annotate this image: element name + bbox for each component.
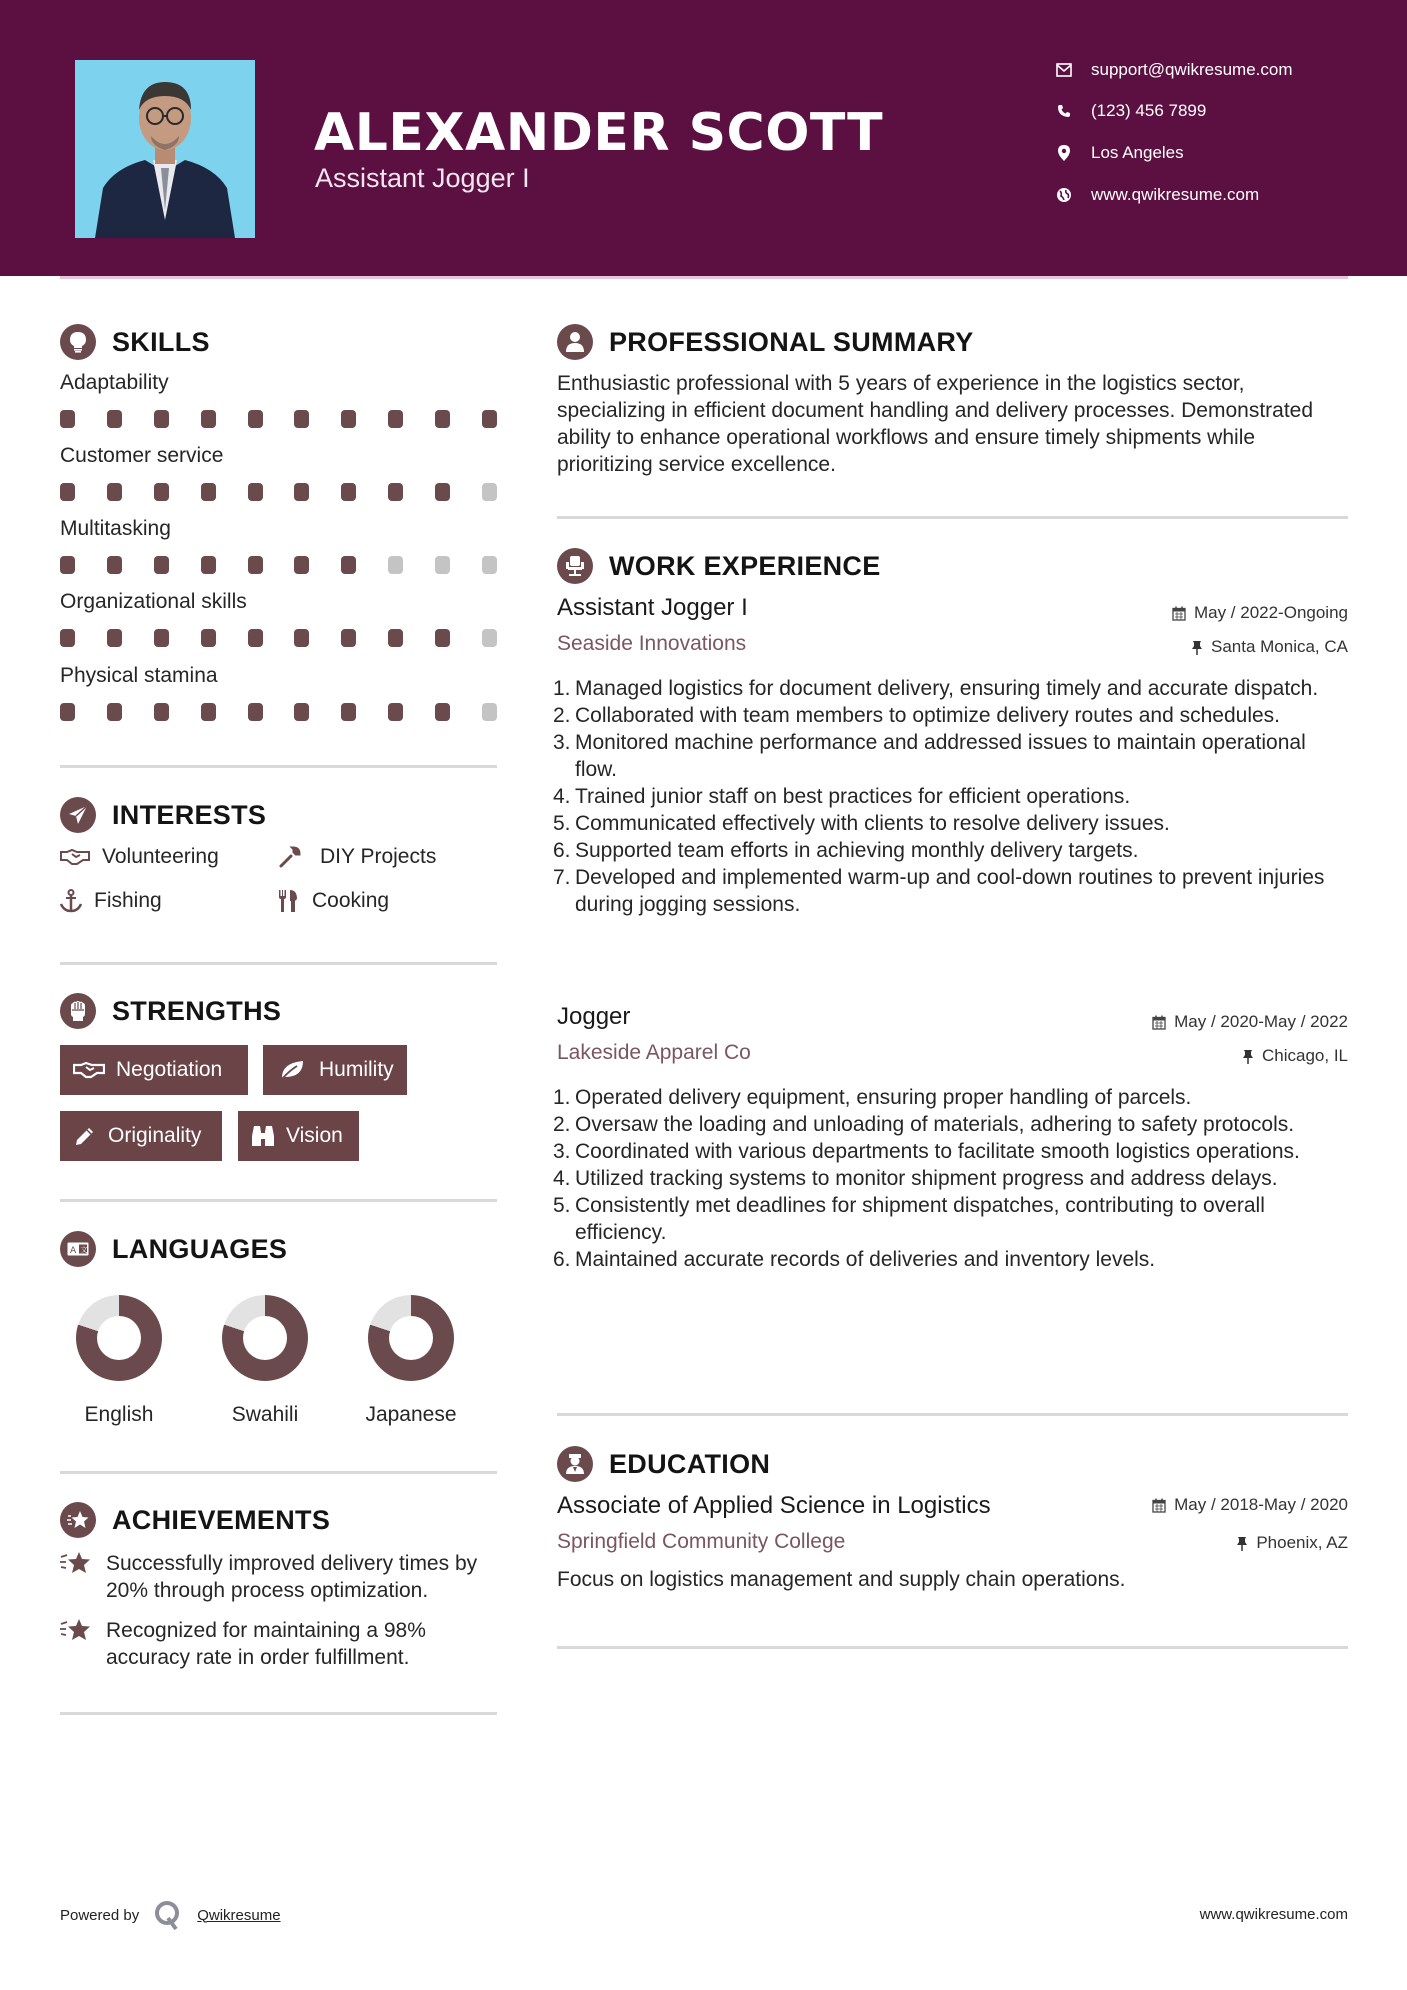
language-proficiency-donut xyxy=(222,1295,308,1381)
svg-text:文: 文 xyxy=(80,1246,88,1254)
rating-dot-filled xyxy=(435,703,450,721)
language-label: Swahili xyxy=(231,1403,299,1426)
pushpin-icon xyxy=(1191,640,1203,655)
section-divider xyxy=(60,765,497,768)
skill-label: Adaptability xyxy=(60,371,169,394)
candidate-role: Assistant Jogger I xyxy=(315,163,530,193)
achievements-heading xyxy=(60,1500,330,1540)
summary-title: PROFESSIONAL SUMMARY xyxy=(609,326,974,357)
footer-powered-by xyxy=(60,1900,281,1930)
achievement-item-1 xyxy=(60,1617,505,1671)
rating-dot-filled xyxy=(341,556,356,574)
job-title: Jogger xyxy=(557,1003,631,1030)
rating-dot-empty xyxy=(482,629,497,647)
rating-dot-filled xyxy=(248,629,263,647)
interest-item-0 xyxy=(60,845,219,869)
rating-dot-filled xyxy=(435,629,450,647)
contact-website-text: www.qwikresume.com xyxy=(1091,185,1260,204)
interest-label: Fishing xyxy=(94,889,162,912)
skill-item-3 xyxy=(60,590,497,647)
rating-dot-filled xyxy=(201,629,216,647)
contact-location xyxy=(1055,141,1375,165)
education-location xyxy=(1236,1533,1348,1553)
rating-dot-filled xyxy=(201,703,216,721)
leaf-icon xyxy=(275,1058,309,1082)
section-divider xyxy=(60,1471,497,1474)
achievement-text: Recognized for maintaining a 98% accuracy rate in order fulfillment. xyxy=(106,1619,426,1669)
rating-dot-filled xyxy=(107,703,122,721)
language-item-1 xyxy=(200,1295,330,1427)
skill-item-4 xyxy=(60,664,497,721)
education-heading xyxy=(557,1444,770,1484)
rating-dot-filled xyxy=(294,703,309,721)
rating-dot-filled xyxy=(248,703,263,721)
contact-phone[interactable] xyxy=(1055,99,1375,123)
rating-dot-filled xyxy=(435,410,450,428)
language-icon xyxy=(60,1231,96,1267)
strength-tag-1 xyxy=(263,1045,407,1095)
strength-label: Originality xyxy=(108,1124,202,1147)
summary-heading xyxy=(557,322,974,362)
qwikresume-link[interactable]: Qwikresume xyxy=(197,1906,281,1924)
rating-dot-filled xyxy=(388,629,403,647)
rating-dot-filled xyxy=(341,410,356,428)
strengths-title: STRENGTHS xyxy=(112,995,282,1026)
star-icon xyxy=(60,1550,94,1576)
rating-dot-filled xyxy=(154,556,169,574)
bullet-item: 3. Monitored machine performance and addressed issues to maintain operational flow. xyxy=(553,731,1306,781)
interest-label: Volunteering xyxy=(102,845,219,868)
education-dates xyxy=(1152,1495,1348,1515)
powered-by-label: Powered by xyxy=(60,1906,140,1924)
envelope-icon xyxy=(1055,61,1073,79)
language-proficiency-donut xyxy=(76,1295,162,1381)
company-name: Lakeside Apparel Co xyxy=(557,1041,751,1064)
experience-heading xyxy=(557,546,881,586)
interest-item-1 xyxy=(278,845,436,869)
candidate-name: ALEXANDER SCOTT xyxy=(314,103,884,163)
rating-dot-filled xyxy=(201,410,216,428)
education-title: EDUCATION xyxy=(609,1448,771,1479)
interest-item-2 xyxy=(60,889,162,913)
job-location-text: Chicago, IL xyxy=(1262,1046,1348,1065)
rating-dot-empty xyxy=(482,703,497,721)
school-name: Springfield Community College xyxy=(557,1530,846,1553)
language-item-0 xyxy=(54,1295,184,1427)
rating-dot-filled xyxy=(107,629,122,647)
rating-dot-filled xyxy=(107,556,122,574)
achievement-text: Successfully improved delivery times by 20% through process optimization. xyxy=(106,1552,478,1602)
interest-item-3 xyxy=(278,889,389,913)
rating-dot-filled xyxy=(60,556,75,574)
bullet-item: 5. Communicated effectively with clients to resolve delivery issues. xyxy=(553,812,1170,835)
footer-website[interactable]: www.qwikresume.com xyxy=(1199,1906,1348,1923)
job-dates xyxy=(1152,1012,1348,1032)
skill-item-0 xyxy=(60,371,497,428)
rating-dot-filled xyxy=(154,483,169,501)
bullet-item: 7. Developed and implemented warm-up and cool-down routines to prevent injuries during jogging sessions. xyxy=(553,866,1325,916)
calendar-icon xyxy=(1152,1498,1166,1513)
bullet-item: 6. Maintained accurate records of deliveries and inventory levels. xyxy=(553,1248,1156,1271)
achievements-title: ACHIEVEMENTS xyxy=(112,1504,331,1535)
rating-dot-filled xyxy=(154,629,169,647)
rating-dot-filled xyxy=(388,703,403,721)
skill-item-2 xyxy=(60,517,497,574)
bullet-item: 4. Utilized tracking systems to monitor shipment progress and address delays. xyxy=(553,1167,1278,1190)
paper-plane-icon xyxy=(60,797,96,833)
language-item-2 xyxy=(346,1295,476,1427)
section-divider xyxy=(557,1413,1348,1416)
rating-dot-filled xyxy=(294,483,309,501)
skill-rating xyxy=(60,629,497,647)
rating-dot-filled xyxy=(107,483,122,501)
rating-dot-filled xyxy=(154,410,169,428)
section-divider xyxy=(60,1712,497,1715)
user-icon xyxy=(557,324,593,360)
rating-dot-filled xyxy=(388,483,403,501)
section-divider xyxy=(60,1199,497,1202)
language-proficiency-donut xyxy=(368,1295,454,1381)
rating-dot-filled xyxy=(294,556,309,574)
languages-heading xyxy=(60,1229,287,1269)
graduate-icon xyxy=(557,1446,593,1482)
job-location xyxy=(1242,1046,1348,1066)
job-dates xyxy=(1172,603,1348,623)
header-accent-stripe xyxy=(60,276,1348,279)
rating-dot-empty xyxy=(388,556,403,574)
education-description: Focus on logistics management and supply chain operations. xyxy=(557,1568,1126,1591)
rating-dot-filled xyxy=(435,483,450,501)
education-location-text: Phoenix, AZ xyxy=(1256,1533,1348,1552)
skill-rating xyxy=(60,556,497,574)
rating-dot-empty xyxy=(482,556,497,574)
contact-website[interactable] xyxy=(1055,183,1375,207)
pencil-icon xyxy=(72,1124,98,1148)
degree-title: Associate of Applied Science in Logistics xyxy=(557,1492,991,1519)
job-bullets xyxy=(553,1084,1342,1273)
anchor-icon xyxy=(60,889,82,913)
education-dates-text: May / 2018-May / 2020 xyxy=(1174,1495,1348,1514)
svg-text:A: A xyxy=(70,1246,77,1256)
bullet-item: 3. Coordinated with various departments to facilitate smooth logistics operations. xyxy=(553,1140,1300,1163)
skill-rating xyxy=(60,410,497,428)
company-name: Seaside Innovations xyxy=(557,632,747,655)
rating-dot-filled xyxy=(60,703,75,721)
rating-dot-filled xyxy=(482,410,497,428)
bullet-item: 4. Trained junior staff on best practices for efficient operations. xyxy=(553,785,1131,808)
bullet-item: 5. Consistently met deadlines for shipment dispatches, contributing to overall efficiency. xyxy=(553,1194,1265,1244)
job-dates-text: May / 2020-May / 2022 xyxy=(1174,1012,1348,1031)
binoculars-icon xyxy=(250,1124,276,1148)
calendar-icon xyxy=(1152,1015,1166,1030)
strength-tag-2 xyxy=(60,1111,222,1161)
star-badge-icon xyxy=(60,1502,96,1538)
handshake-icon xyxy=(72,1058,106,1082)
strengths-heading xyxy=(60,991,281,1031)
skill-label: Organizational skills xyxy=(60,590,247,613)
bullet-item: 2. Collaborated with team members to optimize delivery routes and schedules. xyxy=(553,704,1281,727)
calendar-icon xyxy=(1172,606,1186,621)
pushpin-icon xyxy=(1242,1049,1254,1064)
map-marker-icon xyxy=(1055,144,1073,162)
rating-dot-filled xyxy=(60,410,75,428)
languages-title: LANGUAGES xyxy=(112,1233,288,1264)
rating-dot-filled xyxy=(60,483,75,501)
office-chair-icon xyxy=(557,548,593,584)
job-title: Assistant Jogger I xyxy=(557,594,748,621)
interest-label: Cooking xyxy=(312,889,390,912)
person-photo-icon xyxy=(75,60,255,238)
rating-dot-filled xyxy=(341,483,356,501)
rating-dot-filled xyxy=(248,556,263,574)
summary-text: Enthusiastic professional with 5 years of experience in the logistics sector, specializing in efficient document handling and delivery processes. Demonstrated ability to enhance operational workflows and ensure timely shipments while prioritizing service excellence. xyxy=(557,372,1314,476)
rating-dot-filled xyxy=(201,556,216,574)
rating-dot-filled xyxy=(248,410,263,428)
strength-tag-0 xyxy=(60,1045,248,1095)
job-bullets xyxy=(553,675,1342,918)
rating-dot-filled xyxy=(154,703,169,721)
globe-icon xyxy=(1055,186,1073,204)
utensils-icon xyxy=(278,889,300,913)
bullet-item: 6. Supported team efforts in achieving monthly delivery targets. xyxy=(553,839,1139,862)
contact-email-text: support@qwikresume.com xyxy=(1091,60,1293,79)
skill-rating xyxy=(60,703,497,721)
skill-label: Customer service xyxy=(60,444,224,467)
skill-label: Physical stamina xyxy=(60,664,218,687)
qwikresume-logo-icon xyxy=(153,1900,183,1930)
section-divider xyxy=(60,962,497,965)
rating-dot-filled xyxy=(107,410,122,428)
strength-label: Vision xyxy=(286,1124,343,1147)
contact-phone-text: (123) 456 7899 xyxy=(1091,101,1207,120)
section-divider xyxy=(557,1646,1348,1649)
handshake-icon xyxy=(60,845,90,869)
experience-title: WORK EXPERIENCE xyxy=(609,550,881,581)
language-label: English xyxy=(84,1403,154,1426)
strength-tag-3 xyxy=(238,1111,359,1161)
language-label: Japanese xyxy=(365,1403,457,1426)
rating-dot-filled xyxy=(294,629,309,647)
fist-icon xyxy=(60,993,96,1029)
job-location xyxy=(1191,637,1348,657)
wrench-icon xyxy=(278,845,308,869)
job-location-text: Santa Monica, CA xyxy=(1210,637,1348,656)
pushpin-icon xyxy=(1236,1536,1248,1551)
rating-dot-filled xyxy=(341,629,356,647)
job-dates-text: May / 2022-Ongoing xyxy=(1193,603,1348,622)
skill-label: Multitasking xyxy=(60,517,171,540)
bullet-item: 1. Managed logistics for document delivery, ensuring timely and accurate dispatch. xyxy=(553,677,1319,700)
rating-dot-filled xyxy=(388,410,403,428)
phone-icon xyxy=(1055,102,1073,120)
rating-dot-filled xyxy=(294,410,309,428)
rating-dot-empty xyxy=(435,556,450,574)
strength-label: Negotiation xyxy=(116,1058,223,1081)
skill-rating xyxy=(60,483,497,501)
interest-label: DIY Projects xyxy=(320,845,437,868)
rating-dot-filled xyxy=(60,629,75,647)
contact-email[interactable] xyxy=(1055,58,1375,82)
contact-location-text: Los Angeles xyxy=(1091,143,1184,162)
achievement-item-0 xyxy=(60,1550,505,1604)
bullet-item: 2. Oversaw the loading and unloading of materials, adhering to safety protocols. xyxy=(553,1113,1295,1136)
strength-label: Humility xyxy=(319,1058,394,1081)
section-divider xyxy=(557,516,1348,519)
skills-heading xyxy=(60,322,210,362)
interests-heading xyxy=(60,795,266,835)
lightbulb-icon xyxy=(60,324,96,360)
skills-title: SKILLS xyxy=(112,326,210,357)
profile-photo xyxy=(75,60,255,238)
rating-dot-filled xyxy=(341,703,356,721)
interests-title: INTERESTS xyxy=(112,799,267,830)
skill-item-1 xyxy=(60,444,497,501)
star-icon xyxy=(60,1617,94,1643)
rating-dot-filled xyxy=(201,483,216,501)
rating-dot-empty xyxy=(482,483,497,501)
bullet-item: 1. Operated delivery equipment, ensuring proper handling of parcels. xyxy=(553,1086,1192,1109)
rating-dot-filled xyxy=(248,483,263,501)
